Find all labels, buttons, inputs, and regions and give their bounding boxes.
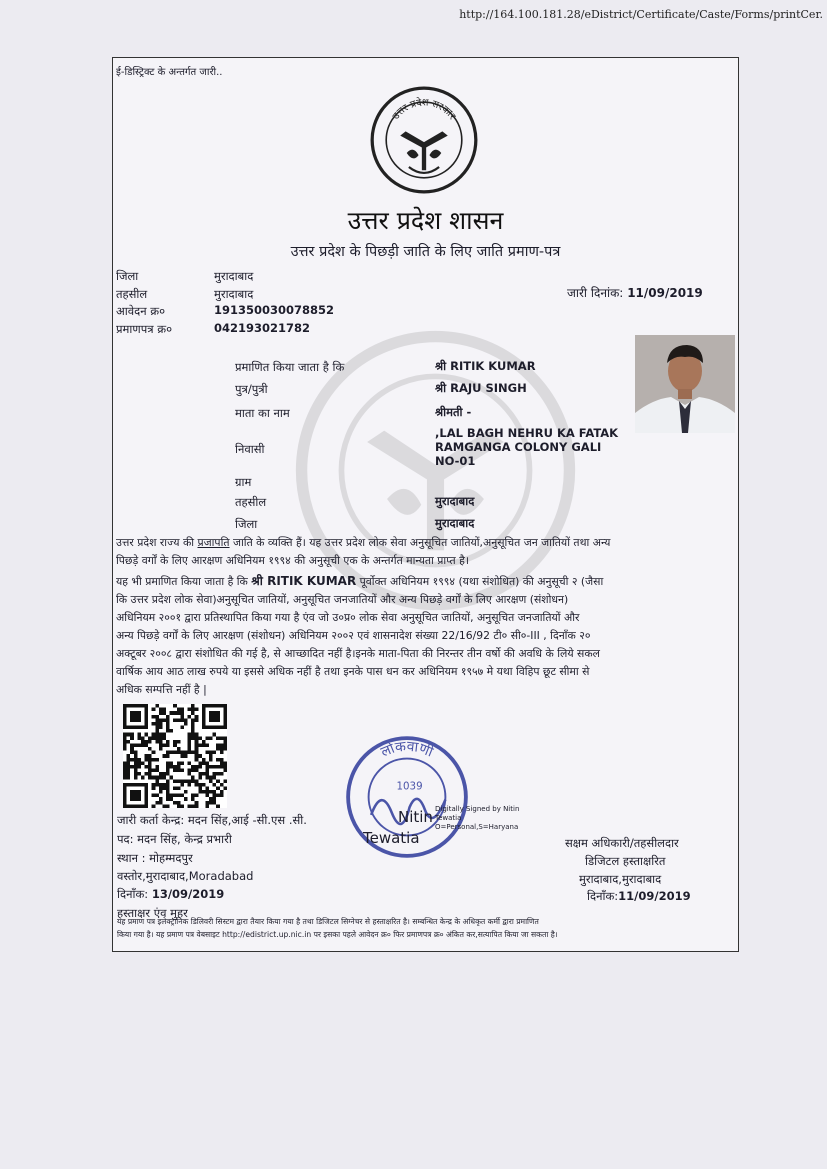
footer-line-1: यह प्रमाण पत्र इलेक्ट्रानिक डिलिवरी सिस्टम द्वारा तैयार किया गया है तथा डिजिटल सिग्नेचर से हस्ताक्षरित है। सम्बन्धित केन्द्र के अधिकृत कर्मी द्वारा प्रमाणित bbox=[117, 917, 539, 926]
stamp-text: लोकवाणी bbox=[378, 738, 436, 761]
person-tehsil-label: तहसील bbox=[235, 495, 267, 509]
signer-name-2: Tewatia bbox=[363, 829, 420, 847]
father-name: श्री RAJU SINGH bbox=[435, 381, 527, 395]
browser-url: http://164.100.181.28/eDistrict/Certificate/Caste/Forms/printCer. bbox=[459, 8, 823, 21]
authority-place: मुरादाबाद,मुरादाबाद bbox=[579, 872, 662, 886]
emblem-text: उत्तर प्रदेश सरकार bbox=[390, 97, 458, 122]
issuer-date-value: 13/09/2019 bbox=[151, 887, 225, 901]
sign-seal-label: हस्ताक्षर एंव मुहर bbox=[117, 906, 188, 920]
certificate-subtitle: उत्तर प्रदेश के पिछड़ी जाति के लिए जाति प्रमाण-पत्र bbox=[290, 244, 561, 260]
authority-date: दिनाँक:11/09/2019 bbox=[587, 889, 691, 903]
address-line-3: NO-01 bbox=[435, 454, 476, 468]
qr-modules bbox=[123, 704, 227, 808]
certificate bbox=[112, 57, 739, 952]
village-label: ग्राम bbox=[235, 475, 252, 489]
authority-date-value: 11/09/2019 bbox=[618, 889, 691, 903]
person-district-label: जिला bbox=[235, 517, 258, 531]
up-government-emblem-icon bbox=[370, 86, 478, 194]
qr-code bbox=[123, 704, 227, 808]
caste-name: प्रजापति bbox=[197, 536, 230, 549]
certificate-title: उत्तर प्रदेश शासन bbox=[347, 206, 504, 235]
issuer-place: स्थान : मोहम्मदपुर bbox=[117, 851, 193, 865]
certificate-number: 042193021782 bbox=[214, 321, 311, 335]
certified-label: प्रमाणित किया जाता है कि bbox=[235, 360, 345, 374]
application-label: आवेदन क्र० bbox=[116, 304, 166, 318]
tehsil-label: तहसील bbox=[116, 287, 148, 301]
stamp-code: 1039 bbox=[396, 780, 423, 793]
resident-label: निवासी bbox=[235, 442, 265, 456]
district-value: मुरादाबाद bbox=[214, 269, 254, 283]
issuer-centre: जारी कर्ता केन्द्र: मदन सिंह,आई -सी.एस .सी. bbox=[117, 813, 307, 827]
issued-under-text: ई-डिस्ट्रिक्ट के अन्तर्गत जारी.. bbox=[116, 67, 223, 78]
address-line-2: RAMGANGA COLONY GALI bbox=[435, 440, 602, 454]
paragraph-applicant-name: श्री RITIK KUMAR bbox=[251, 574, 357, 588]
issuer-date: दिनाँक: 13/09/2019 bbox=[117, 887, 225, 901]
issue-date-value: 11/09/2019 bbox=[627, 286, 703, 300]
creamy-layer-paragraph: यह भी प्रमाणित किया जाता है कि श्री RITIK KUMAR पूर्वोक्त अधिनियम १९९४ (यथा संशोधित) की अनुसूची २ (जैसा कि उत्तर प्रदेश लोक सेवा)अनुसूचित जातियों, अनुसूचित जनजातियों और अन्य पिछड़े वर्गों के लिए आरक्षण (संशोधन) अधिनियम २००१ द्वारा प्रतिस्थापित किया गया है एंव जो उ०प्र० लोक सेवा अनुसूचित जातियों, अनुसूचित जनजातियों और अन्य पिछड़े वर्गों के लिए आरक्षण (संशोधन) अधिनियम २००२ एवं शासनादेश संख्या 22/16/92 टी० सी०-III , दिनाँक २० अक्टूबर २००८ द्वारा संशोधित की गई है, से आच्छादित नहीं है।इनके माता-पिता की निरन्तर तीन वर्षो की अवधि के लिये सकल वार्षिक आय आठ लाख रुपये या इससे अधिक नहीं है तथा इनके पास धन कर अधिनियम १९५७ मे यथा विहिप छूट सीमा से अधिक सम्पत्ति नहीं है | bbox=[116, 574, 604, 696]
person-district-value: मुरादाबाद bbox=[435, 516, 475, 530]
application-number: 191350030078852 bbox=[214, 303, 335, 317]
authority-digital: डिजिटल हस्ताक्षरित bbox=[585, 854, 666, 868]
caste-paragraph: उत्तर प्रदेश राज्य की प्रजापति जाति के व्यक्ति हैं। यह उत्तर प्रदेश लोक सेवा अनुसूचित जातियों,अनुसूचित जन जातियों तथा अन्य पिछड़े वर्गों के लिए आरक्षण अधिनियम १९९४ की अनुसूची एक के अन्तर्गत मान्यता प्राप्त है। bbox=[116, 536, 611, 567]
issue-date-label: जारी दिनांक: bbox=[567, 286, 624, 300]
address-line-1: ,LAL BAGH NEHRU KA FATAK bbox=[435, 426, 619, 440]
mother-name: श्रीमती - bbox=[435, 405, 472, 419]
certificate-footer bbox=[117, 915, 735, 941]
authority-title: सक्षम अधिकारी/तहसीलदार bbox=[565, 836, 679, 850]
person-tehsil-value: मुरादाबाद bbox=[435, 494, 475, 508]
tehsil-value: मुरादाबाद bbox=[214, 287, 254, 301]
district-label: जिला bbox=[116, 269, 139, 283]
footer-line-2: किया गया है। यह प्रमाण पत्र वेबसाइट http://edistrict.up.nic.in पर इसका पहले आवेदन क्र० फिर प्रमाणपत्र क्र० अंकित कर,सत्यापित किया जा सकता है। bbox=[117, 930, 558, 939]
digital-signature-details: Digitally Signed by Nitin Tewatia O=Personal,S=Haryana bbox=[435, 805, 520, 831]
applicant-name: श्री RITIK KUMAR bbox=[435, 359, 536, 373]
certificate-label: प्रमाणपत्र क्र० bbox=[116, 322, 173, 336]
issuer-post: पद: मदन सिंह, केन्द्र प्रभारी bbox=[117, 832, 232, 846]
issuer-address: वस्तोर,मुरादाबाद,Moradabad bbox=[117, 869, 254, 883]
mother-label: माता का नाम bbox=[235, 406, 290, 420]
applicant-photo bbox=[635, 335, 735, 433]
issue-date bbox=[567, 284, 703, 301]
signer-name-1: Nitin bbox=[398, 808, 433, 826]
son-daughter-label: पुत्र/पुत्री bbox=[235, 382, 268, 396]
